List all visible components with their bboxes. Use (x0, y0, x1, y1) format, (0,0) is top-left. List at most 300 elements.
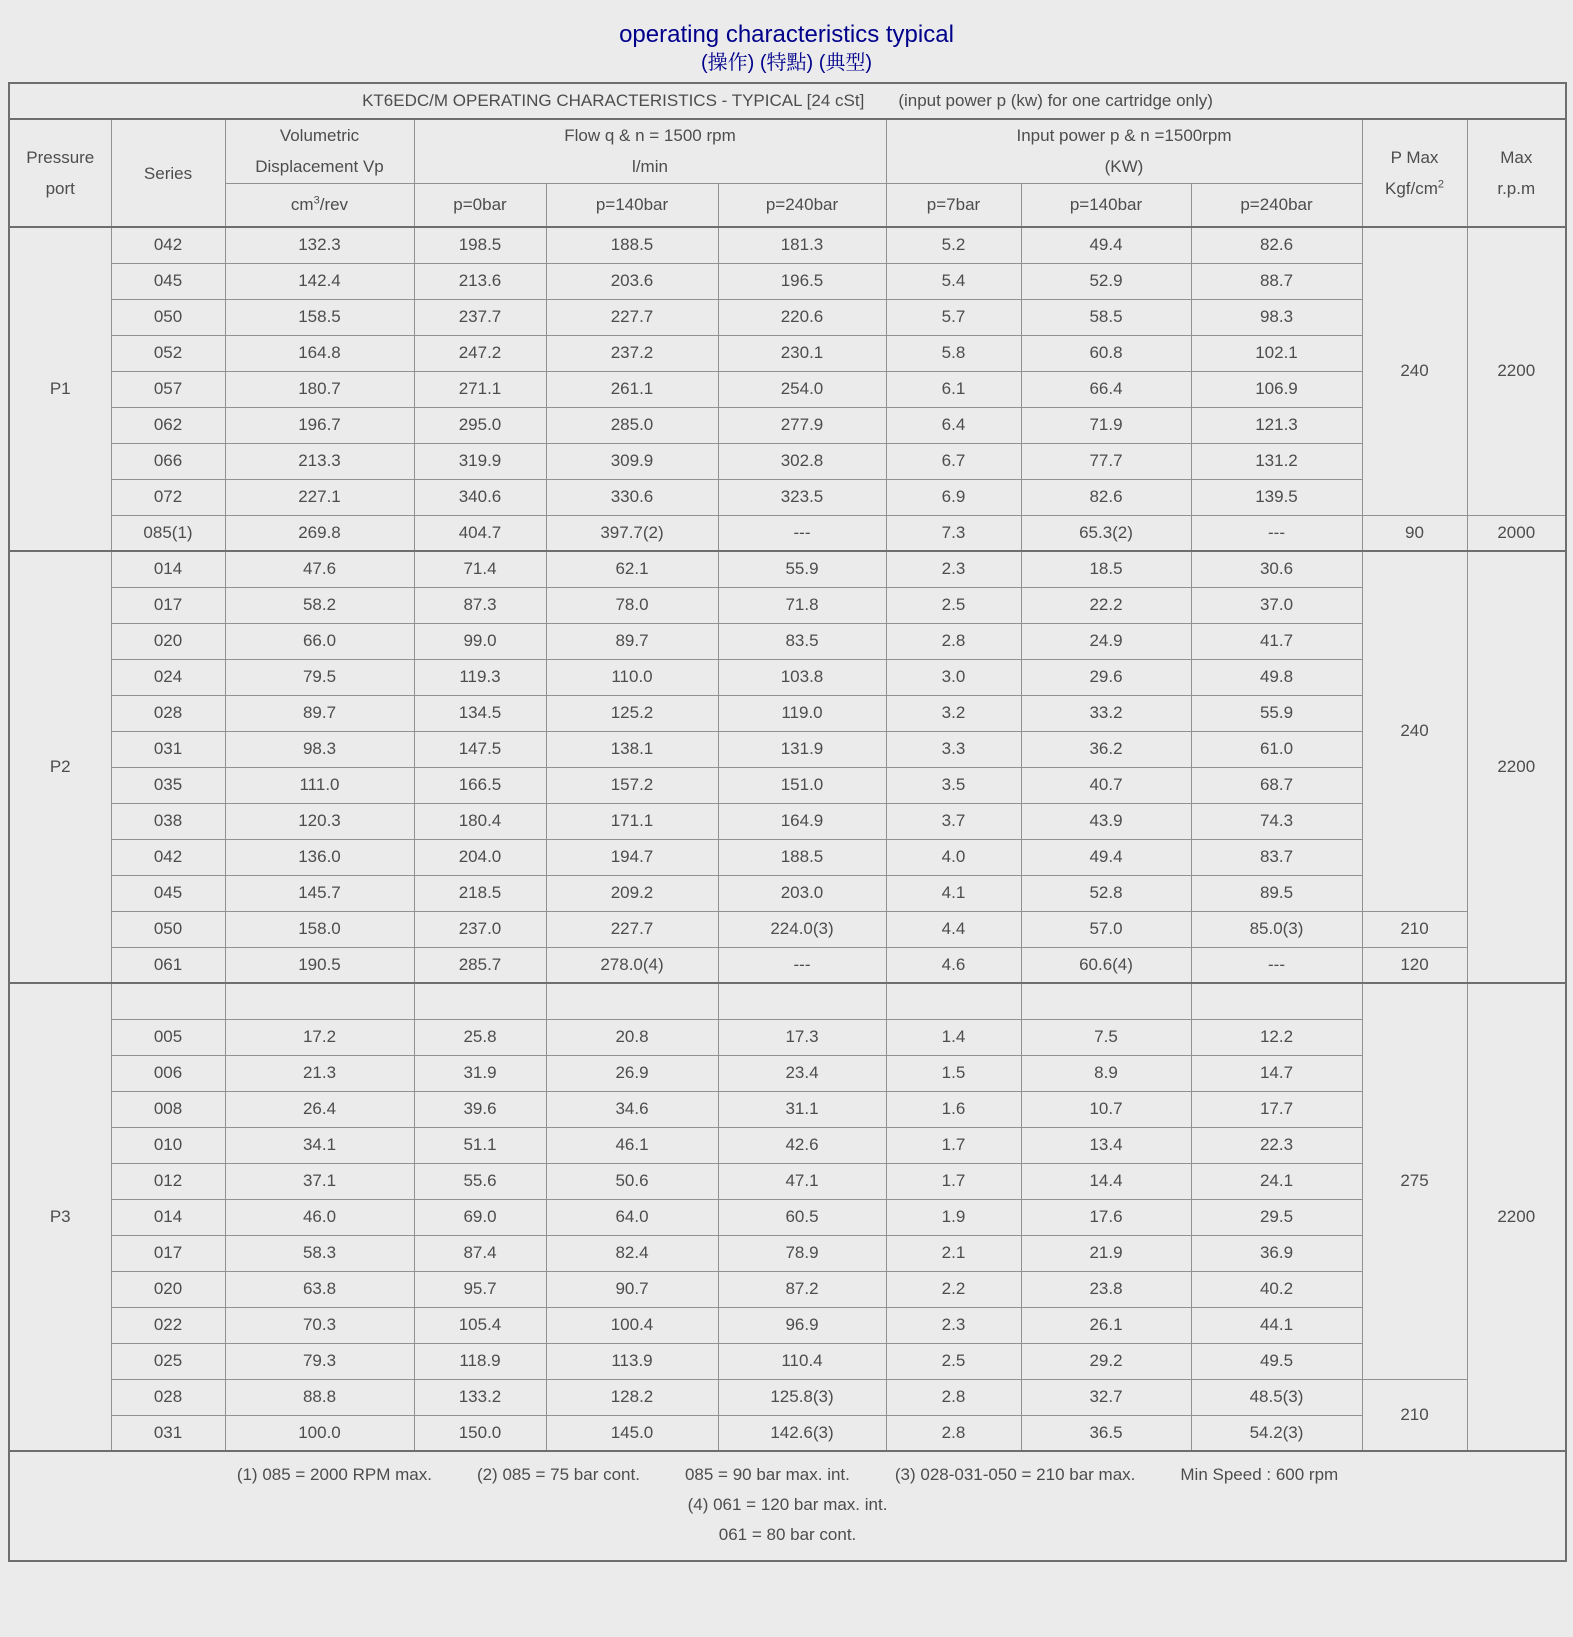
col-header-pressure-port (9, 119, 111, 227)
flow-0bar-cell: 295.0 (414, 407, 546, 443)
power-7bar-cell: 4.1 (886, 875, 1021, 911)
flow-0bar-cell: 237.0 (414, 911, 546, 947)
power-7bar-cell: 2.3 (886, 1307, 1021, 1343)
header-sub-row (9, 183, 1566, 227)
flow-0bar-cell: 213.6 (414, 263, 546, 299)
col-header-power-7bar: p=7bar (886, 183, 1021, 227)
flow-0bar-cell: 218.5 (414, 875, 546, 911)
vp-cell: 79.5 (225, 659, 414, 695)
footnotes-cell (9, 1451, 1566, 1561)
flow-240bar-cell: 96.9 (718, 1307, 886, 1343)
table-row (9, 1091, 1566, 1127)
flow-240bar-cell: 188.5 (718, 839, 886, 875)
flow-140bar-cell: 309.9 (546, 443, 718, 479)
flow-140bar-cell: 209.2 (546, 875, 718, 911)
flow-240bar-cell: 230.1 (718, 335, 886, 371)
vp-cell: 58.2 (225, 587, 414, 623)
power-240bar-cell: 36.9 (1191, 1235, 1362, 1271)
power-7bar-cell: 1.6 (886, 1091, 1021, 1127)
table-body (9, 227, 1566, 1451)
power-140bar-cell: 26.1 (1021, 1307, 1191, 1343)
pmax-cell: 90 (1362, 515, 1467, 551)
flow-0bar-cell: 340.6 (414, 479, 546, 515)
flow-140bar-cell: 330.6 (546, 479, 718, 515)
power-140bar-cell: 71.9 (1021, 407, 1191, 443)
power-240bar-cell: 102.1 (1191, 335, 1362, 371)
table-row (9, 983, 1566, 1019)
series-cell: 045 (111, 875, 225, 911)
table-row (9, 335, 1566, 371)
flow-0bar-cell: 198.5 (414, 227, 546, 263)
flow-240bar-cell: 87.2 (718, 1271, 886, 1307)
power-140bar-cell: 24.9 (1021, 623, 1191, 659)
power-7bar-cell: 5.8 (886, 335, 1021, 371)
flow-240bar-cell: 60.5 (718, 1199, 886, 1235)
flow-0bar-cell: 118.9 (414, 1343, 546, 1379)
vp-cell: 269.8 (225, 515, 414, 551)
power-240bar-cell: 121.3 (1191, 407, 1362, 443)
footnote-061-80bar: 061 = 80 bar cont. (718, 1525, 857, 1544)
flow-0bar-cell: 204.0 (414, 839, 546, 875)
pmax-cell: 210 (1362, 1379, 1467, 1451)
vp-cell: 164.8 (225, 335, 414, 371)
col-header-max-rpm (1467, 119, 1566, 227)
table-row (9, 1235, 1566, 1271)
series-cell: 066 (111, 443, 225, 479)
power-240bar-cell: 106.9 (1191, 371, 1362, 407)
power-140bar-cell: 8.9 (1021, 1055, 1191, 1091)
vp-cell: 145.7 (225, 875, 414, 911)
page-header (0, 0, 1573, 76)
power-7bar-cell: 2.1 (886, 1235, 1021, 1271)
series-cell: 061 (111, 947, 225, 983)
page-title: operating characteristics typical (619, 21, 954, 48)
flow-140bar-cell: 64.0 (546, 1199, 718, 1235)
flow-0bar-cell: 31.9 (414, 1055, 546, 1091)
power-7bar-cell: 2.5 (886, 587, 1021, 623)
power-7bar-cell: 5.4 (886, 263, 1021, 299)
power-7bar-cell: 4.0 (886, 839, 1021, 875)
flow-0bar-cell: 51.1 (414, 1127, 546, 1163)
flow-240bar-cell: 78.9 (718, 1235, 886, 1271)
footnote-2: (2) 085 = 75 bar cont. (476, 1465, 640, 1484)
pmax-label: P Max (1390, 148, 1439, 167)
series-cell: 057 (111, 371, 225, 407)
flow-240bar-cell: 119.0 (718, 695, 886, 731)
vp-cell: 89.7 (225, 695, 414, 731)
operating-characteristics-table (8, 82, 1567, 1562)
col-header-power-group (886, 119, 1362, 183)
power-140bar-cell: 60.6(4) (1021, 947, 1191, 983)
series-cell: 024 (111, 659, 225, 695)
power-140bar-cell: 65.3(2) (1021, 515, 1191, 551)
flow-140bar-cell: 171.1 (546, 803, 718, 839)
flow-group-label-line2: l/min (632, 157, 668, 177)
power-140bar-cell: 60.8 (1021, 335, 1191, 371)
power-240bar-cell (1191, 983, 1362, 1019)
col-header-volumetric-displacement (225, 119, 414, 183)
power-7bar-cell: 3.5 (886, 767, 1021, 803)
vp-cell: 196.7 (225, 407, 414, 443)
flow-0bar-cell: 71.4 (414, 551, 546, 587)
flow-240bar-cell: --- (718, 515, 886, 551)
table-row (9, 587, 1566, 623)
power-140bar-cell: 66.4 (1021, 371, 1191, 407)
footnote-4: (4) 061 = 120 bar max. int. (687, 1495, 888, 1514)
power-7bar-cell: 4.4 (886, 911, 1021, 947)
vp-cell: 120.3 (225, 803, 414, 839)
power-140bar-cell: 43.9 (1021, 803, 1191, 839)
vp-cell: 70.3 (225, 1307, 414, 1343)
power-240bar-cell: 131.2 (1191, 443, 1362, 479)
vp-cell: 142.4 (225, 263, 414, 299)
flow-240bar-cell: 224.0(3) (718, 911, 886, 947)
table-row (9, 515, 1566, 551)
series-cell: 006 (111, 1055, 225, 1091)
flow-240bar-cell: 103.8 (718, 659, 886, 695)
power-7bar-cell: 3.0 (886, 659, 1021, 695)
flow-140bar-cell: 203.6 (546, 263, 718, 299)
power-240bar-cell: --- (1191, 947, 1362, 983)
caption-note: (input power p (kw) for one cartridge only) (898, 91, 1213, 110)
table-row (9, 1163, 1566, 1199)
power-140bar-cell: 32.7 (1021, 1379, 1191, 1415)
series-cell: 028 (111, 695, 225, 731)
flow-240bar-cell: 254.0 (718, 371, 886, 407)
rpm-cell: 2200 (1467, 983, 1566, 1451)
table-row (9, 1415, 1566, 1451)
power-240bar-cell: 61.0 (1191, 731, 1362, 767)
power-7bar-cell: 2.3 (886, 551, 1021, 587)
series-cell: 020 (111, 1271, 225, 1307)
power-140bar-cell: 22.2 (1021, 587, 1191, 623)
power-240bar-cell: 37.0 (1191, 587, 1362, 623)
flow-140bar-cell: 26.9 (546, 1055, 718, 1091)
power-240bar-cell: 49.8 (1191, 659, 1362, 695)
flow-group-label-line1: Flow q & n = 1500 rpm (564, 126, 736, 146)
power-7bar-cell: 2.8 (886, 1379, 1021, 1415)
flow-140bar-cell: 188.5 (546, 227, 718, 263)
series-cell: 050 (111, 299, 225, 335)
table-row (9, 1055, 1566, 1091)
col-header-flow-240bar: p=240bar (718, 183, 886, 227)
flow-0bar-cell: 87.3 (414, 587, 546, 623)
power-240bar-cell: --- (1191, 515, 1362, 551)
power-7bar-cell: 2.8 (886, 1415, 1021, 1451)
table-row (9, 371, 1566, 407)
flow-0bar-cell: 55.6 (414, 1163, 546, 1199)
col-header-flow-140bar: p=140bar (546, 183, 718, 227)
vp-cell: 180.7 (225, 371, 414, 407)
flow-140bar-cell (546, 983, 718, 1019)
vp-cell: 88.8 (225, 1379, 414, 1415)
flow-140bar-cell: 227.7 (546, 911, 718, 947)
power-140bar-cell: 49.4 (1021, 227, 1191, 263)
flow-240bar-cell: 203.0 (718, 875, 886, 911)
vp-cell: 26.4 (225, 1091, 414, 1127)
series-cell: 062 (111, 407, 225, 443)
series-cell: 020 (111, 623, 225, 659)
flow-0bar-cell: 247.2 (414, 335, 546, 371)
power-7bar-cell: 1.4 (886, 1019, 1021, 1055)
flow-140bar-cell: 82.4 (546, 1235, 718, 1271)
flow-140bar-cell: 113.9 (546, 1343, 718, 1379)
power-240bar-cell: 74.3 (1191, 803, 1362, 839)
col-header-flow-group (414, 119, 886, 183)
power-7bar-cell: 1.9 (886, 1199, 1021, 1235)
vp-cell: 158.0 (225, 911, 414, 947)
table-row (9, 1019, 1566, 1055)
vp-cell: 58.3 (225, 1235, 414, 1271)
series-cell: 017 (111, 587, 225, 623)
max-rpm-label-line1: Max (1500, 148, 1533, 167)
table-caption-row (9, 83, 1566, 119)
flow-240bar-cell: 17.3 (718, 1019, 886, 1055)
power-7bar-cell: 3.2 (886, 695, 1021, 731)
power-7bar-cell: 2.8 (886, 623, 1021, 659)
rpm-cell: 2200 (1467, 551, 1566, 983)
power-240bar-cell: 48.5(3) (1191, 1379, 1362, 1415)
vp-cell: 47.6 (225, 551, 414, 587)
col-header-flow-0bar: p=0bar (414, 183, 546, 227)
flow-0bar-cell: 166.5 (414, 767, 546, 803)
flow-240bar-cell: 42.6 (718, 1127, 886, 1163)
table-row (9, 1343, 1566, 1379)
power-240bar-cell: 30.6 (1191, 551, 1362, 587)
series-cell: 012 (111, 1163, 225, 1199)
power-140bar-cell: 58.5 (1021, 299, 1191, 335)
power-7bar-cell: 5.7 (886, 299, 1021, 335)
power-240bar-cell: 49.5 (1191, 1343, 1362, 1379)
pmax-cell: 240 (1362, 551, 1467, 911)
rpm-cell: 2000 (1467, 515, 1566, 551)
table-row (9, 659, 1566, 695)
flow-0bar-cell: 285.7 (414, 947, 546, 983)
flow-240bar-cell: 142.6(3) (718, 1415, 886, 1451)
flow-0bar-cell: 150.0 (414, 1415, 546, 1451)
flow-140bar-cell: 62.1 (546, 551, 718, 587)
footnote-3: (3) 028-031-050 = 210 bar max. (894, 1465, 1136, 1484)
power-240bar-cell: 83.7 (1191, 839, 1362, 875)
flow-240bar-cell: 151.0 (718, 767, 886, 803)
vp-cell: 132.3 (225, 227, 414, 263)
pmax-cell: 240 (1362, 227, 1467, 515)
footnote-085-90bar: 085 = 90 bar max. int. (684, 1465, 850, 1484)
flow-140bar-cell: 125.2 (546, 695, 718, 731)
series-cell: 014 (111, 551, 225, 587)
power-7bar-cell: 6.9 (886, 479, 1021, 515)
power-140bar-cell (1021, 983, 1191, 1019)
flow-240bar-cell: 181.3 (718, 227, 886, 263)
vp-cell: 190.5 (225, 947, 414, 983)
flow-240bar-cell: 83.5 (718, 623, 886, 659)
vol-disp-label-line1: Volumetric (279, 126, 360, 146)
power-140bar-cell: 23.8 (1021, 1271, 1191, 1307)
power-240bar-cell: 139.5 (1191, 479, 1362, 515)
vp-cell: 158.5 (225, 299, 414, 335)
power-7bar-cell (886, 983, 1021, 1019)
table-row (9, 407, 1566, 443)
series-cell: 014 (111, 1199, 225, 1235)
table-row (9, 875, 1566, 911)
power-7bar-cell: 2.2 (886, 1271, 1021, 1307)
vp-cell: 63.8 (225, 1271, 414, 1307)
power-240bar-cell: 12.2 (1191, 1019, 1362, 1055)
flow-240bar-cell: 164.9 (718, 803, 886, 839)
table-row (9, 767, 1566, 803)
flow-0bar-cell: 147.5 (414, 731, 546, 767)
series-label: Series (143, 163, 193, 183)
flow-240bar-cell: 220.6 (718, 299, 886, 335)
col-header-vp-unit: $cm^3$/rev (225, 183, 414, 227)
series-cell: 031 (111, 731, 225, 767)
power-7bar-cell: 1.5 (886, 1055, 1021, 1091)
flow-240bar-cell: 131.9 (718, 731, 886, 767)
power-240bar-cell: 89.5 (1191, 875, 1362, 911)
flow-240bar-cell: 71.8 (718, 587, 886, 623)
footnote-1: (1) 085 = 2000 RPM max. (236, 1465, 432, 1484)
flow-0bar-cell: 99.0 (414, 623, 546, 659)
power-140bar-cell: 49.4 (1021, 839, 1191, 875)
pmax-cell: 210 (1362, 911, 1467, 947)
flow-0bar-cell: 134.5 (414, 695, 546, 731)
power-140bar-cell: 52.8 (1021, 875, 1191, 911)
flow-0bar-cell: 180.4 (414, 803, 546, 839)
flow-0bar-cell: 271.1 (414, 371, 546, 407)
flow-0bar-cell: 69.0 (414, 1199, 546, 1235)
power-7bar-cell: 6.4 (886, 407, 1021, 443)
flow-140bar-cell: 285.0 (546, 407, 718, 443)
power-7bar-cell: 5.2 (886, 227, 1021, 263)
flow-140bar-cell: 261.1 (546, 371, 718, 407)
flow-140bar-cell: 89.7 (546, 623, 718, 659)
table-row (9, 443, 1566, 479)
pressure-port-label-line2: port (45, 179, 75, 198)
pmax-cell: 275 (1362, 983, 1467, 1379)
caption-main: KT6EDC/M OPERATING CHARACTERISTICS - TYPICAL [24 cSt] (362, 91, 865, 110)
table-row (9, 263, 1566, 299)
flow-0bar-cell (414, 983, 546, 1019)
power-240bar-cell: 41.7 (1191, 623, 1362, 659)
power-140bar-cell: 36.2 (1021, 731, 1191, 767)
series-cell: 050 (111, 911, 225, 947)
flow-0bar-cell: 39.6 (414, 1091, 546, 1127)
power-140bar-cell: 52.9 (1021, 263, 1191, 299)
power-140bar-cell: 82.6 (1021, 479, 1191, 515)
vp-cell: 227.1 (225, 479, 414, 515)
flow-240bar-cell: 47.1 (718, 1163, 886, 1199)
table-row (9, 623, 1566, 659)
series-cell: 052 (111, 335, 225, 371)
series-cell: 005 (111, 1019, 225, 1055)
table-row (9, 1199, 1566, 1235)
flow-140bar-cell: 138.1 (546, 731, 718, 767)
flow-0bar-cell: 87.4 (414, 1235, 546, 1271)
col-header-power-140bar: p=140bar (1021, 183, 1191, 227)
power-7bar-cell: 7.3 (886, 515, 1021, 551)
flow-140bar-cell: 227.7 (546, 299, 718, 335)
flow-140bar-cell: 90.7 (546, 1271, 718, 1307)
series-cell: 042 (111, 227, 225, 263)
power-7bar-cell: 6.7 (886, 443, 1021, 479)
pressure-port-label-line1: Pressure (26, 148, 95, 167)
vp-cell: 17.2 (225, 1019, 414, 1055)
table-row (9, 1307, 1566, 1343)
power-140bar-cell: 77.7 (1021, 443, 1191, 479)
power-140bar-cell: 14.4 (1021, 1163, 1191, 1199)
vp-cell: 46.0 (225, 1199, 414, 1235)
flow-140bar-cell: 110.0 (546, 659, 718, 695)
flow-240bar-cell: 277.9 (718, 407, 886, 443)
series-cell: 028 (111, 1379, 225, 1415)
power-7bar-cell: 4.6 (886, 947, 1021, 983)
vp-cell (225, 983, 414, 1019)
flow-240bar-cell: 196.5 (718, 263, 886, 299)
flow-240bar-cell: 323.5 (718, 479, 886, 515)
power-240bar-cell: 88.7 (1191, 263, 1362, 299)
flow-140bar-cell: 145.0 (546, 1415, 718, 1451)
footnotes-row (9, 1451, 1566, 1561)
series-cell: 042 (111, 839, 225, 875)
power-240bar-cell: 44.1 (1191, 1307, 1362, 1343)
table-row (9, 299, 1566, 335)
flow-140bar-cell: 50.6 (546, 1163, 718, 1199)
power-240bar-cell: 40.2 (1191, 1271, 1362, 1307)
power-140bar-cell: 36.5 (1021, 1415, 1191, 1451)
series-cell: 008 (111, 1091, 225, 1127)
flow-0bar-cell: 133.2 (414, 1379, 546, 1415)
pressure-port-cell: P1 (9, 227, 111, 551)
series-cell (111, 983, 225, 1019)
series-cell: 045 (111, 263, 225, 299)
vp-cell: 100.0 (225, 1415, 414, 1451)
flow-240bar-cell: 55.9 (718, 551, 886, 587)
power-group-label-line1: Input power p & n =1500rpm (1016, 126, 1232, 146)
vp-cell: 98.3 (225, 731, 414, 767)
vp-cell: 34.1 (225, 1127, 414, 1163)
rpm-cell: 2200 (1467, 227, 1566, 515)
vp-cell: 37.1 (225, 1163, 414, 1199)
power-240bar-cell: 29.5 (1191, 1199, 1362, 1235)
flow-140bar-cell: 397.7(2) (546, 515, 718, 551)
vp-cell: 136.0 (225, 839, 414, 875)
flow-240bar-cell: 31.1 (718, 1091, 886, 1127)
power-140bar-cell: 13.4 (1021, 1127, 1191, 1163)
flow-0bar-cell: 404.7 (414, 515, 546, 551)
flow-140bar-cell: 46.1 (546, 1127, 718, 1163)
flow-140bar-cell: 78.0 (546, 587, 718, 623)
power-140bar-cell: 7.5 (1021, 1019, 1191, 1055)
col-header-power-240bar: p=240bar (1191, 183, 1362, 227)
power-7bar-cell: 1.7 (886, 1163, 1021, 1199)
series-cell: 025 (111, 1343, 225, 1379)
flow-0bar-cell: 119.3 (414, 659, 546, 695)
power-240bar-cell: 17.7 (1191, 1091, 1362, 1127)
table-row (9, 695, 1566, 731)
table-row (9, 839, 1566, 875)
flow-240bar-cell (718, 983, 886, 1019)
power-140bar-cell: 21.9 (1021, 1235, 1191, 1271)
vol-disp-label-line2: Displacement Vp (255, 157, 384, 177)
table-row (9, 551, 1566, 587)
series-cell: 085(1) (111, 515, 225, 551)
flow-240bar-cell: 110.4 (718, 1343, 886, 1379)
col-header-series (111, 119, 225, 227)
flow-140bar-cell: 278.0(4) (546, 947, 718, 983)
flow-0bar-cell: 319.9 (414, 443, 546, 479)
power-group-label-line2: (KW) (1104, 157, 1144, 177)
vp-cell: 66.0 (225, 623, 414, 659)
